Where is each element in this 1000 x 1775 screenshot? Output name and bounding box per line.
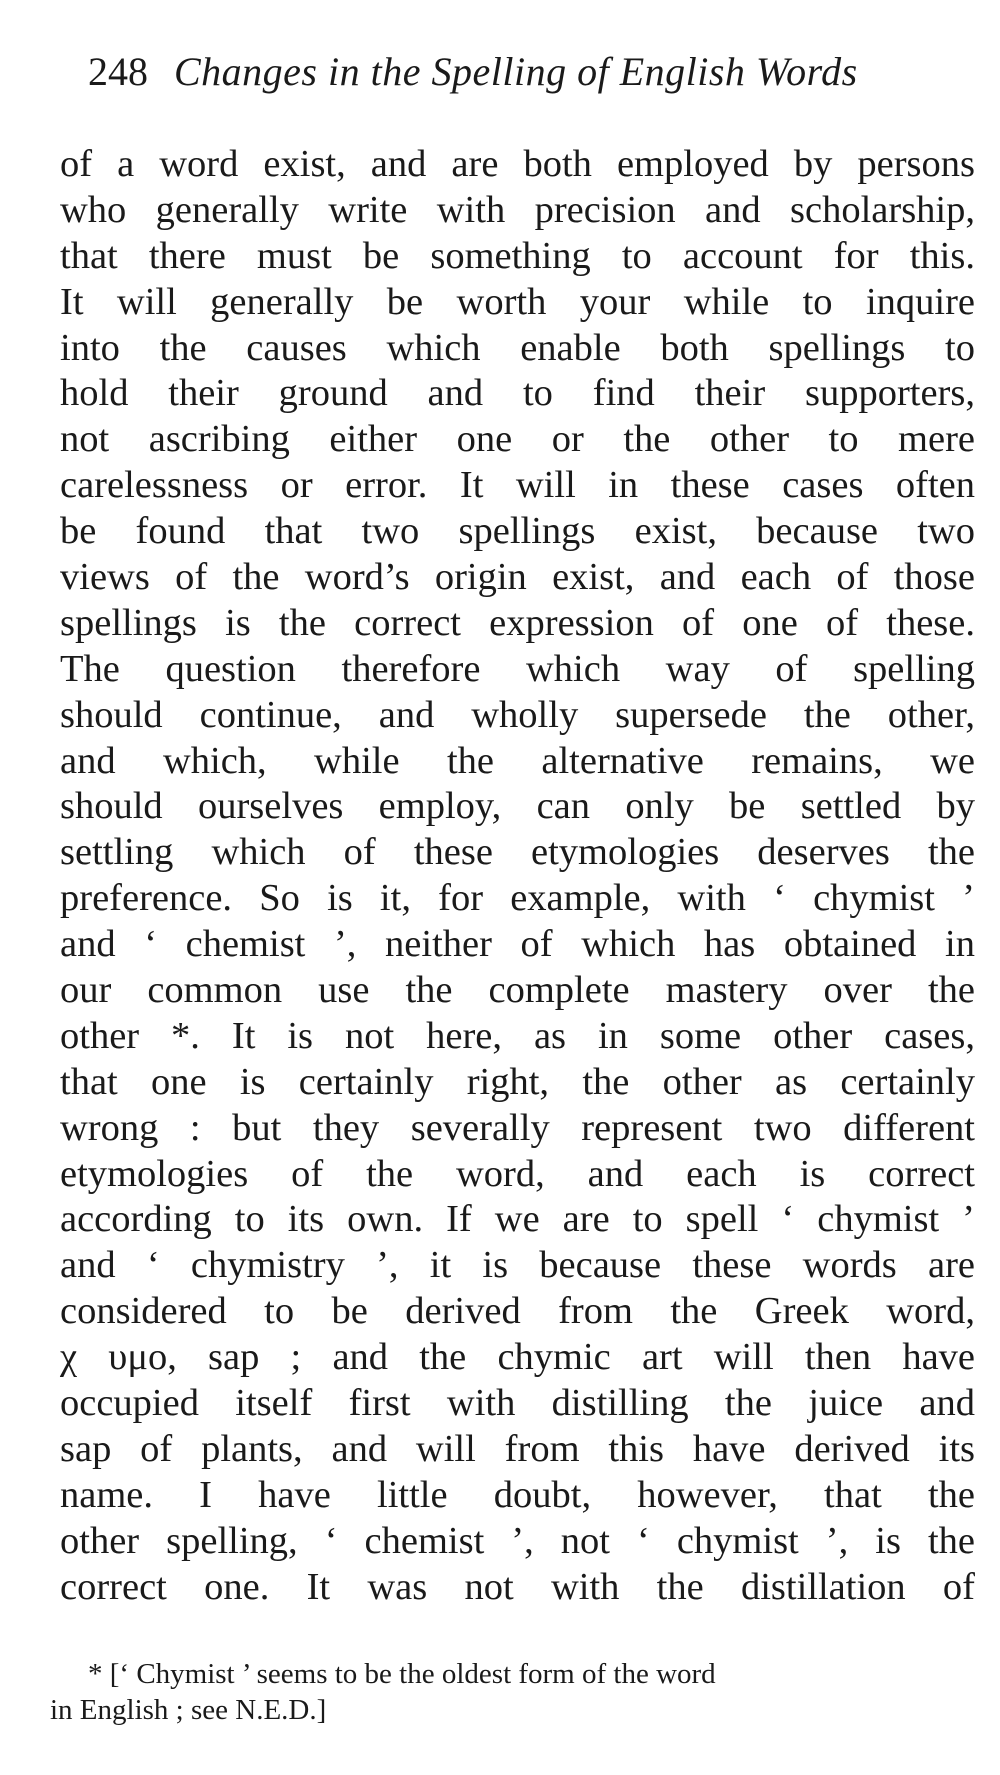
text-line: other *. It is not here, as in some other cases, (60, 1014, 975, 1057)
text-line: χ υμο, sap ; and the chymic art will then have (60, 1336, 975, 1379)
text-line: should ourselves employ, can only be settled by (60, 785, 975, 828)
footnote (50, 1656, 960, 1728)
text-line: It will generally be worth your while to inquire (60, 280, 975, 323)
text-line: etymologies of the word, and each is correct (60, 1152, 975, 1195)
text-line: that there must be something to account for this. (60, 234, 975, 277)
text-line: carelessness or error. It will in these cases often (60, 464, 975, 507)
text-line: should continue, and wholly supersede the other, (60, 693, 975, 736)
text-line: that one is certainly right, the other as certainly (60, 1060, 975, 1103)
text-line: and ‘ chemist ’, neither of which has obtained in (60, 923, 975, 966)
text-line: wrong : but they severally represent two different (60, 1106, 975, 1149)
text-line: who generally write with precision and scholarship, (60, 188, 975, 231)
text-line: The question therefore which way of spelling (60, 647, 975, 690)
text-line: not ascribing either one or the other to mere (60, 418, 975, 461)
text-line: considered to be derived from the Greek word, (60, 1290, 975, 1333)
page-header (88, 48, 973, 108)
body-text (60, 142, 975, 1611)
page-number: 248 (88, 49, 148, 94)
text-line: correct one. It was not with the distillation of (60, 1565, 975, 1608)
text-line: into the causes which enable both spellings to (60, 326, 975, 369)
text-line: sap of plants, and will from this have derived its (60, 1427, 975, 1470)
footnote-line: in English ; see N.E.D.] (50, 1694, 327, 1726)
text-line: according to its own. If we are to spell ‘ chymist ’ (60, 1198, 975, 1241)
text-line: settling which of these etymologies deserves the (60, 831, 975, 874)
text-line: spellings is the correct expression of one of these. (60, 601, 975, 644)
text-line: views of the word’s origin exist, and each of those (60, 556, 975, 599)
text-line: name. I have little doubt, however, that the (60, 1473, 975, 1516)
text-line: other spelling, ‘ chemist ’, not ‘ chymist ’, is the (60, 1519, 975, 1562)
text-line: of a word exist, and are both employed by persons (60, 143, 975, 185)
text-line: hold their ground and to find their supporters, (60, 372, 975, 415)
text-line: and which, while the alternative remains, we (60, 739, 975, 782)
text-line: occupied itself first with distilling the juice and (60, 1382, 975, 1425)
text-line: and ‘ chymistry ’, it is because these words are (60, 1244, 975, 1287)
text-line: preference. So is it, for example, with ‘ chymist ’ (60, 877, 975, 920)
text-line: our common use the complete mastery over the (60, 969, 975, 1012)
text-line: be found that two spellings exist, because two (60, 510, 975, 553)
footnote-line: * [‘ Chymist ’ seems to be the oldest form of the word (88, 1658, 716, 1690)
running-title: Changes in the Spelling of English Words (174, 49, 858, 94)
